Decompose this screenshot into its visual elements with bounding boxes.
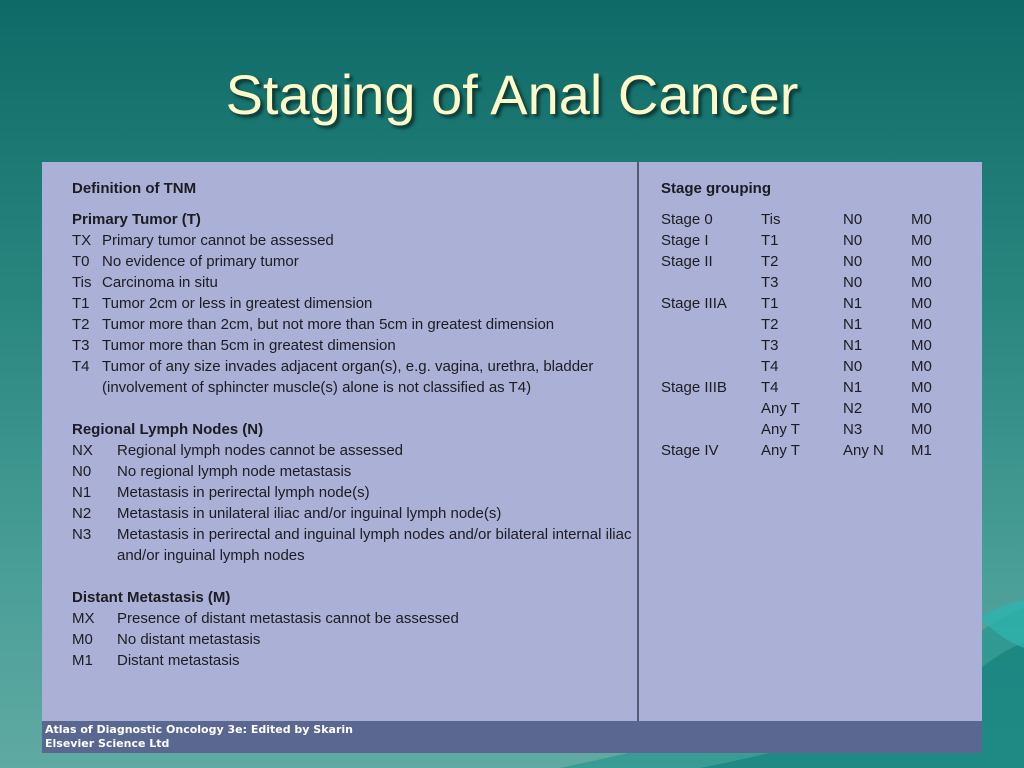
stage-label <box>661 419 761 440</box>
stage-label: Stage IIIB <box>661 379 727 396</box>
stage-n-value: N0 <box>843 274 863 291</box>
stage-m-value: M1 <box>911 442 932 459</box>
page-title: Staging of Anal Cancer <box>225 63 799 126</box>
stage-label <box>661 314 761 335</box>
stage-row <box>661 440 971 461</box>
stage-row <box>661 398 971 419</box>
definition-text: Regional lymph nodes cannot be assessed <box>117 442 404 459</box>
stage-n-value: N0 <box>843 211 863 228</box>
stage-m-value: M0 <box>911 316 932 333</box>
definition-row <box>72 524 632 566</box>
stage-m-value: M0 <box>911 337 932 354</box>
definition-text: Tumor more than 2cm, but not more than 5cm in greatest dimension <box>102 316 555 333</box>
stage-t-value: Tis <box>761 211 781 228</box>
lymph-nodes-heading: Regional Lymph Nodes (N) <box>72 421 264 438</box>
stage-n-value: Any N <box>843 442 884 459</box>
definition-code: N0 <box>72 463 92 480</box>
definition-code: N3 <box>72 526 92 543</box>
metastasis-heading: Distant Metastasis (M) <box>72 589 231 606</box>
definition-row <box>72 230 632 251</box>
metastasis-list <box>72 608 632 671</box>
stage-n-value: N2 <box>843 400 863 417</box>
stage-t-value: Any T <box>761 442 800 459</box>
definition-text: Metastasis in unilateral iliac and/or inguinal lymph node(s) <box>117 505 502 522</box>
definition-row <box>72 608 632 629</box>
stage-n-value: N1 <box>843 337 863 354</box>
definition-text: Primary tumor cannot be assessed <box>102 232 334 249</box>
definition-row <box>72 482 632 503</box>
definition-row <box>72 503 632 524</box>
primary-tumor-list <box>72 230 632 398</box>
stage-n-value: N1 <box>843 316 863 333</box>
stage-grouping-heading: Stage grouping <box>661 180 771 197</box>
definition-code: MX <box>72 610 95 627</box>
stage-t-value: T2 <box>761 316 779 333</box>
footer-line-2: Elsevier Science Ltd <box>45 737 170 750</box>
staging-table-panel <box>42 162 982 753</box>
stage-t-value: T3 <box>761 337 779 354</box>
stage-row <box>661 251 971 272</box>
definition-code: NX <box>72 442 93 459</box>
stage-m-value: M0 <box>911 232 932 249</box>
definition-row <box>72 650 632 671</box>
stage-m-value: M0 <box>911 421 932 438</box>
stage-m-value: M0 <box>911 295 932 312</box>
definition-code: N1 <box>72 484 92 501</box>
stage-row <box>661 419 971 440</box>
stage-t-value: T3 <box>761 274 779 291</box>
definition-row <box>72 251 632 272</box>
definition-text: Tumor more than 5cm in greatest dimension <box>102 337 396 354</box>
definition-code: T1 <box>72 295 90 312</box>
stage-n-value: N0 <box>843 358 863 375</box>
stage-label <box>661 335 761 356</box>
definition-row <box>72 440 632 461</box>
definition-code: T4 <box>72 358 90 375</box>
definition-code: T3 <box>72 337 90 354</box>
stage-label: Stage IV <box>661 442 719 459</box>
definition-text: Metastasis in perirectal lymph node(s) <box>117 484 370 501</box>
definition-code: Tis <box>72 274 92 291</box>
column-divider <box>637 162 639 722</box>
stage-n-value: N3 <box>843 421 863 438</box>
definition-row <box>72 461 632 482</box>
definition-code: T2 <box>72 316 90 333</box>
definition-code: TX <box>72 232 92 249</box>
stage-row <box>661 293 971 314</box>
definition-code: T0 <box>72 253 90 270</box>
definition-row <box>72 629 632 650</box>
tnm-heading: Definition of TNM <box>72 180 197 197</box>
primary-tumor-heading: Primary Tumor (T) <box>72 211 201 228</box>
definition-text: Distant metastasis <box>117 652 240 669</box>
stage-label: Stage IIIA <box>661 295 727 312</box>
stage-row <box>661 314 971 335</box>
stage-row <box>661 377 971 398</box>
stage-label <box>661 272 761 293</box>
definition-text: Metastasis in perirectal and inguinal lymph nodes and/or bilateral internal iliac and/or inguinal lymph nodes <box>117 526 632 564</box>
stage-t-value: T2 <box>761 253 779 270</box>
stage-t-value: T4 <box>761 379 779 396</box>
stage-n-value: N0 <box>843 232 863 249</box>
stage-n-value: N1 <box>843 379 863 396</box>
definition-row <box>72 293 632 314</box>
definition-row <box>72 356 632 398</box>
stage-grouping-column <box>661 178 971 461</box>
stage-m-value: M0 <box>911 379 932 396</box>
stage-label: Stage I <box>661 232 709 249</box>
stage-label <box>661 398 761 419</box>
stage-grouping-list <box>661 209 971 461</box>
stage-row <box>661 209 971 230</box>
tnm-definition-column <box>72 178 632 671</box>
stage-row <box>661 335 971 356</box>
definition-row <box>72 314 632 335</box>
definition-text: No evidence of primary tumor <box>102 253 299 270</box>
definition-row <box>72 272 632 293</box>
definition-row <box>72 335 632 356</box>
stage-row <box>661 356 971 377</box>
stage-m-value: M0 <box>911 211 932 228</box>
stage-t-value: T1 <box>761 295 779 312</box>
lymph-nodes-list <box>72 440 632 566</box>
stage-t-value: Any T <box>761 400 800 417</box>
definition-code: M1 <box>72 652 93 669</box>
stage-row <box>661 272 971 293</box>
stage-n-value: N1 <box>843 295 863 312</box>
stage-m-value: M0 <box>911 253 932 270</box>
stage-t-value: T1 <box>761 232 779 249</box>
definition-text: Tumor of any size invades adjacent organ(s), e.g. vagina, urethra, bladder (involvement of sphincter muscle(s) alone is not classified as T4) <box>102 358 594 396</box>
definition-text: Tumor 2cm or less in greatest dimension <box>102 295 373 312</box>
definition-text: Carcinoma in situ <box>102 274 218 291</box>
stage-label: Stage II <box>661 253 713 270</box>
definition-text: Presence of distant metastasis cannot be assessed <box>117 610 459 627</box>
definition-code: N2 <box>72 505 92 522</box>
definition-text: No distant metastasis <box>117 631 261 648</box>
footer-line-1: Atlas of Diagnostic Oncology 3e: Edited by Skarin <box>45 723 353 736</box>
definition-code: M0 <box>72 631 93 648</box>
stage-n-value: N0 <box>843 253 863 270</box>
stage-m-value: M0 <box>911 400 932 417</box>
definition-text: No regional lymph node metastasis <box>117 463 352 480</box>
stage-label <box>661 356 761 377</box>
stage-t-value: T4 <box>761 358 779 375</box>
stage-label: Stage 0 <box>661 211 713 228</box>
stage-t-value: Any T <box>761 421 800 438</box>
stage-m-value: M0 <box>911 274 932 291</box>
stage-row <box>661 230 971 251</box>
stage-m-value: M0 <box>911 358 932 375</box>
source-footer <box>42 721 982 753</box>
